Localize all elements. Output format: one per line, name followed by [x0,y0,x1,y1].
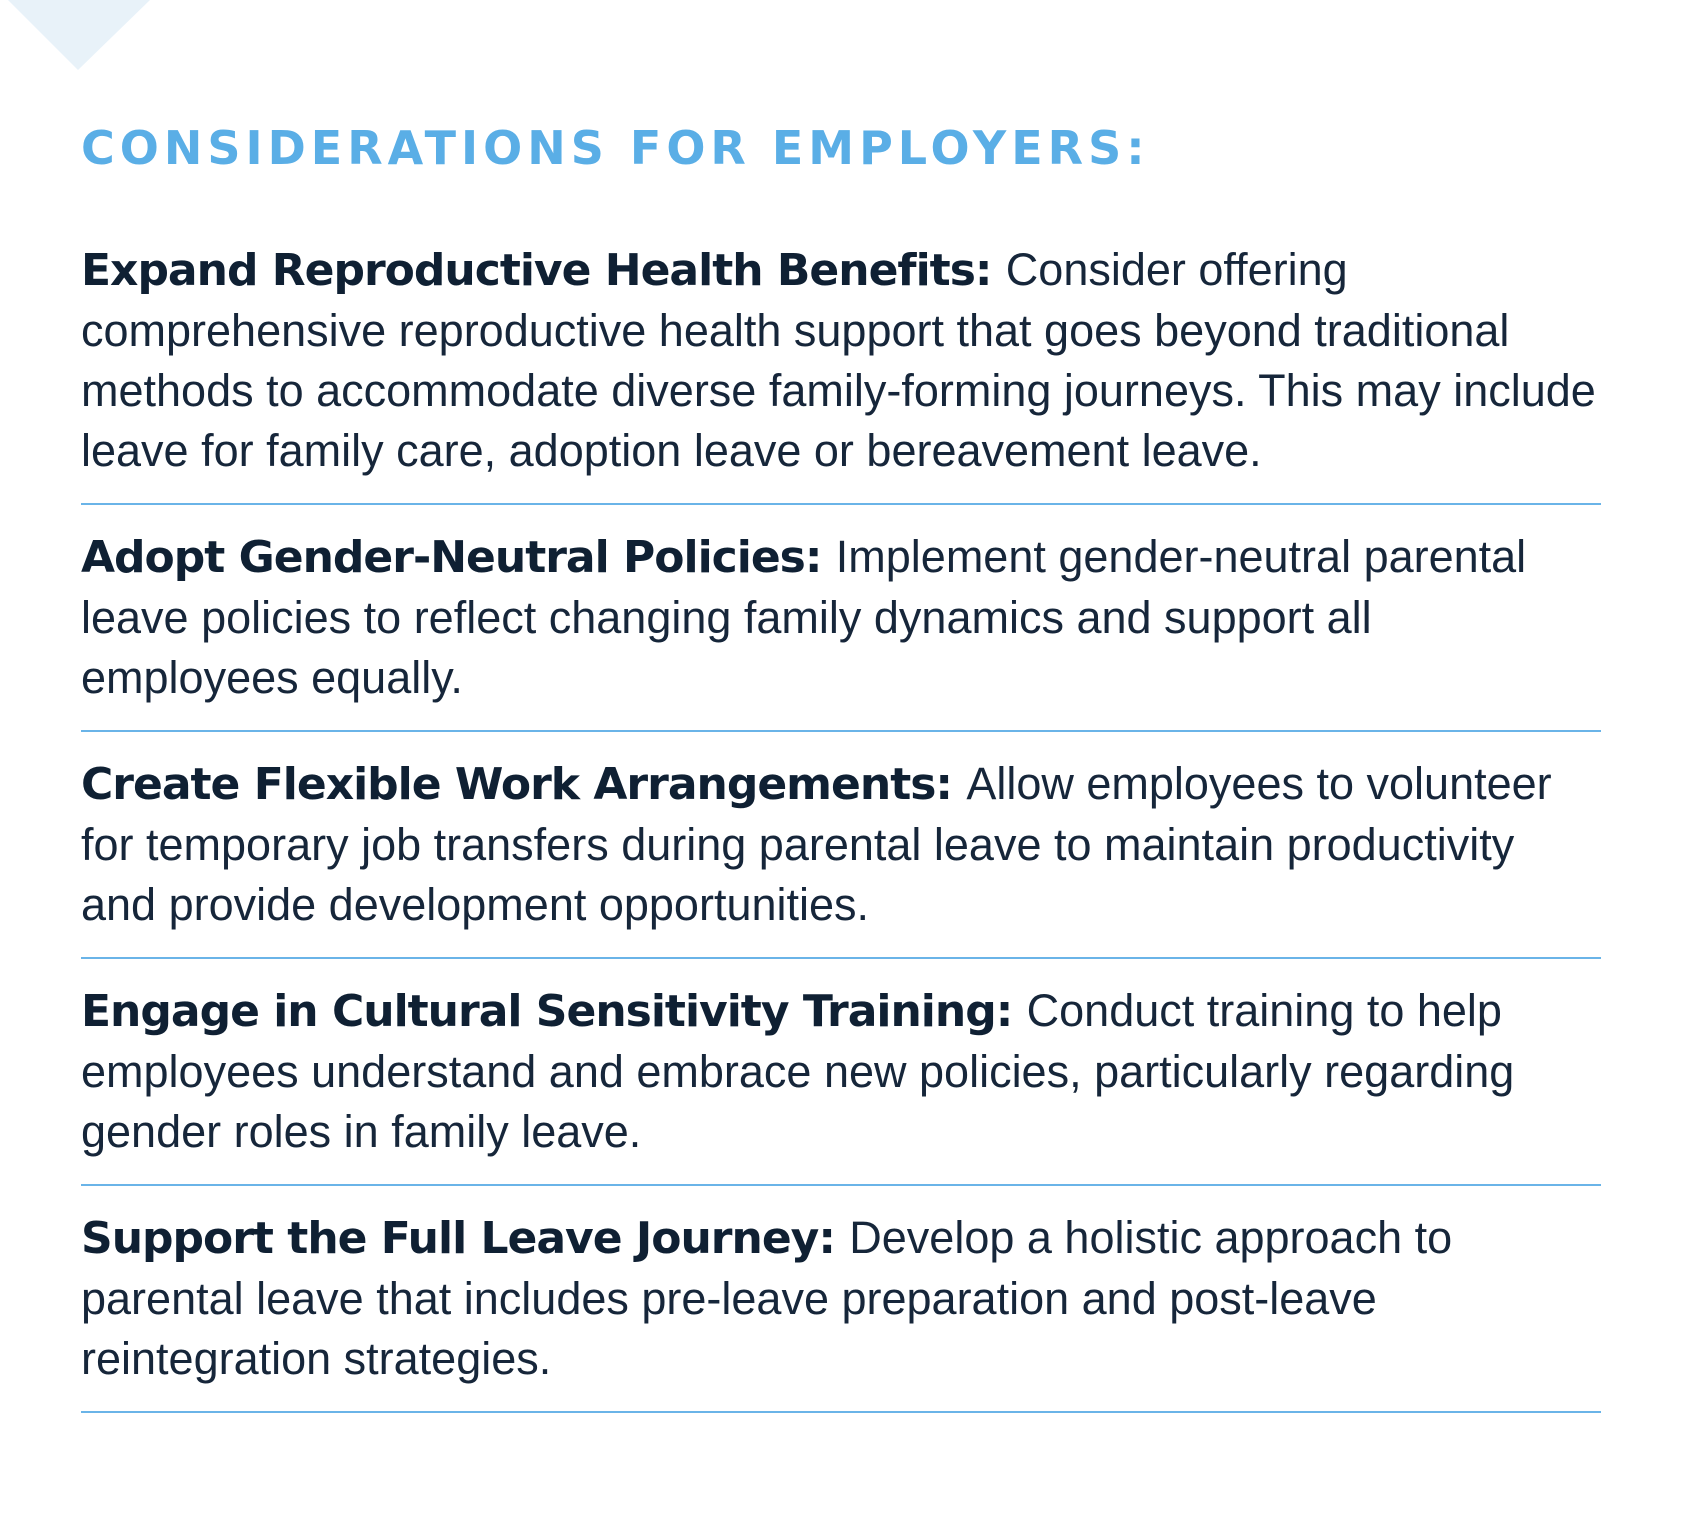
item-title: Engage in Cultural Sensitivity Training: [81,986,1027,1037]
corner-chevron-icon [0,0,160,72]
item-title: Adopt Gender-Neutral Policies: [81,532,836,583]
corner-decoration [0,0,160,72]
considerations-section [81,118,1601,1435]
item-title: Create Flexible Work Arrangements: [81,759,967,810]
item-text: Develop a holistic approach to parental leave that includes pre-leave preparation and post-leave reintegration strategies. [81,1212,1453,1384]
item-text: Consider offering comprehensive reproductive health support that goes beyond traditional methods to accommodate diverse family-forming journeys. This may include leave for family care, adoption leave or bereavement leave. [81,244,1596,476]
list-item [81,240,1601,505]
list-item [81,981,1601,1186]
list-item [81,1208,1601,1413]
item-text: Implement gender-neutral parental leave policies to reflect changing family dynamics and support all employees equally. [81,531,1527,703]
considerations-list [81,240,1601,1413]
item-title: Support the Full Leave Journey: [81,1213,850,1264]
item-text: Allow employees to volunteer for temporary job transfers during parental leave to maintain productivity and provide development opportunities. [81,758,1552,930]
item-title: Expand Reproductive Health Benefits: [81,245,1006,296]
list-item [81,754,1601,959]
list-item [81,527,1601,732]
item-text: Conduct training to help employees understand and embrace new policies, particularly regarding gender roles in family leave. [81,985,1515,1157]
section-heading: CONSIDERATIONS FOR EMPLOYERS: [81,121,1150,175]
